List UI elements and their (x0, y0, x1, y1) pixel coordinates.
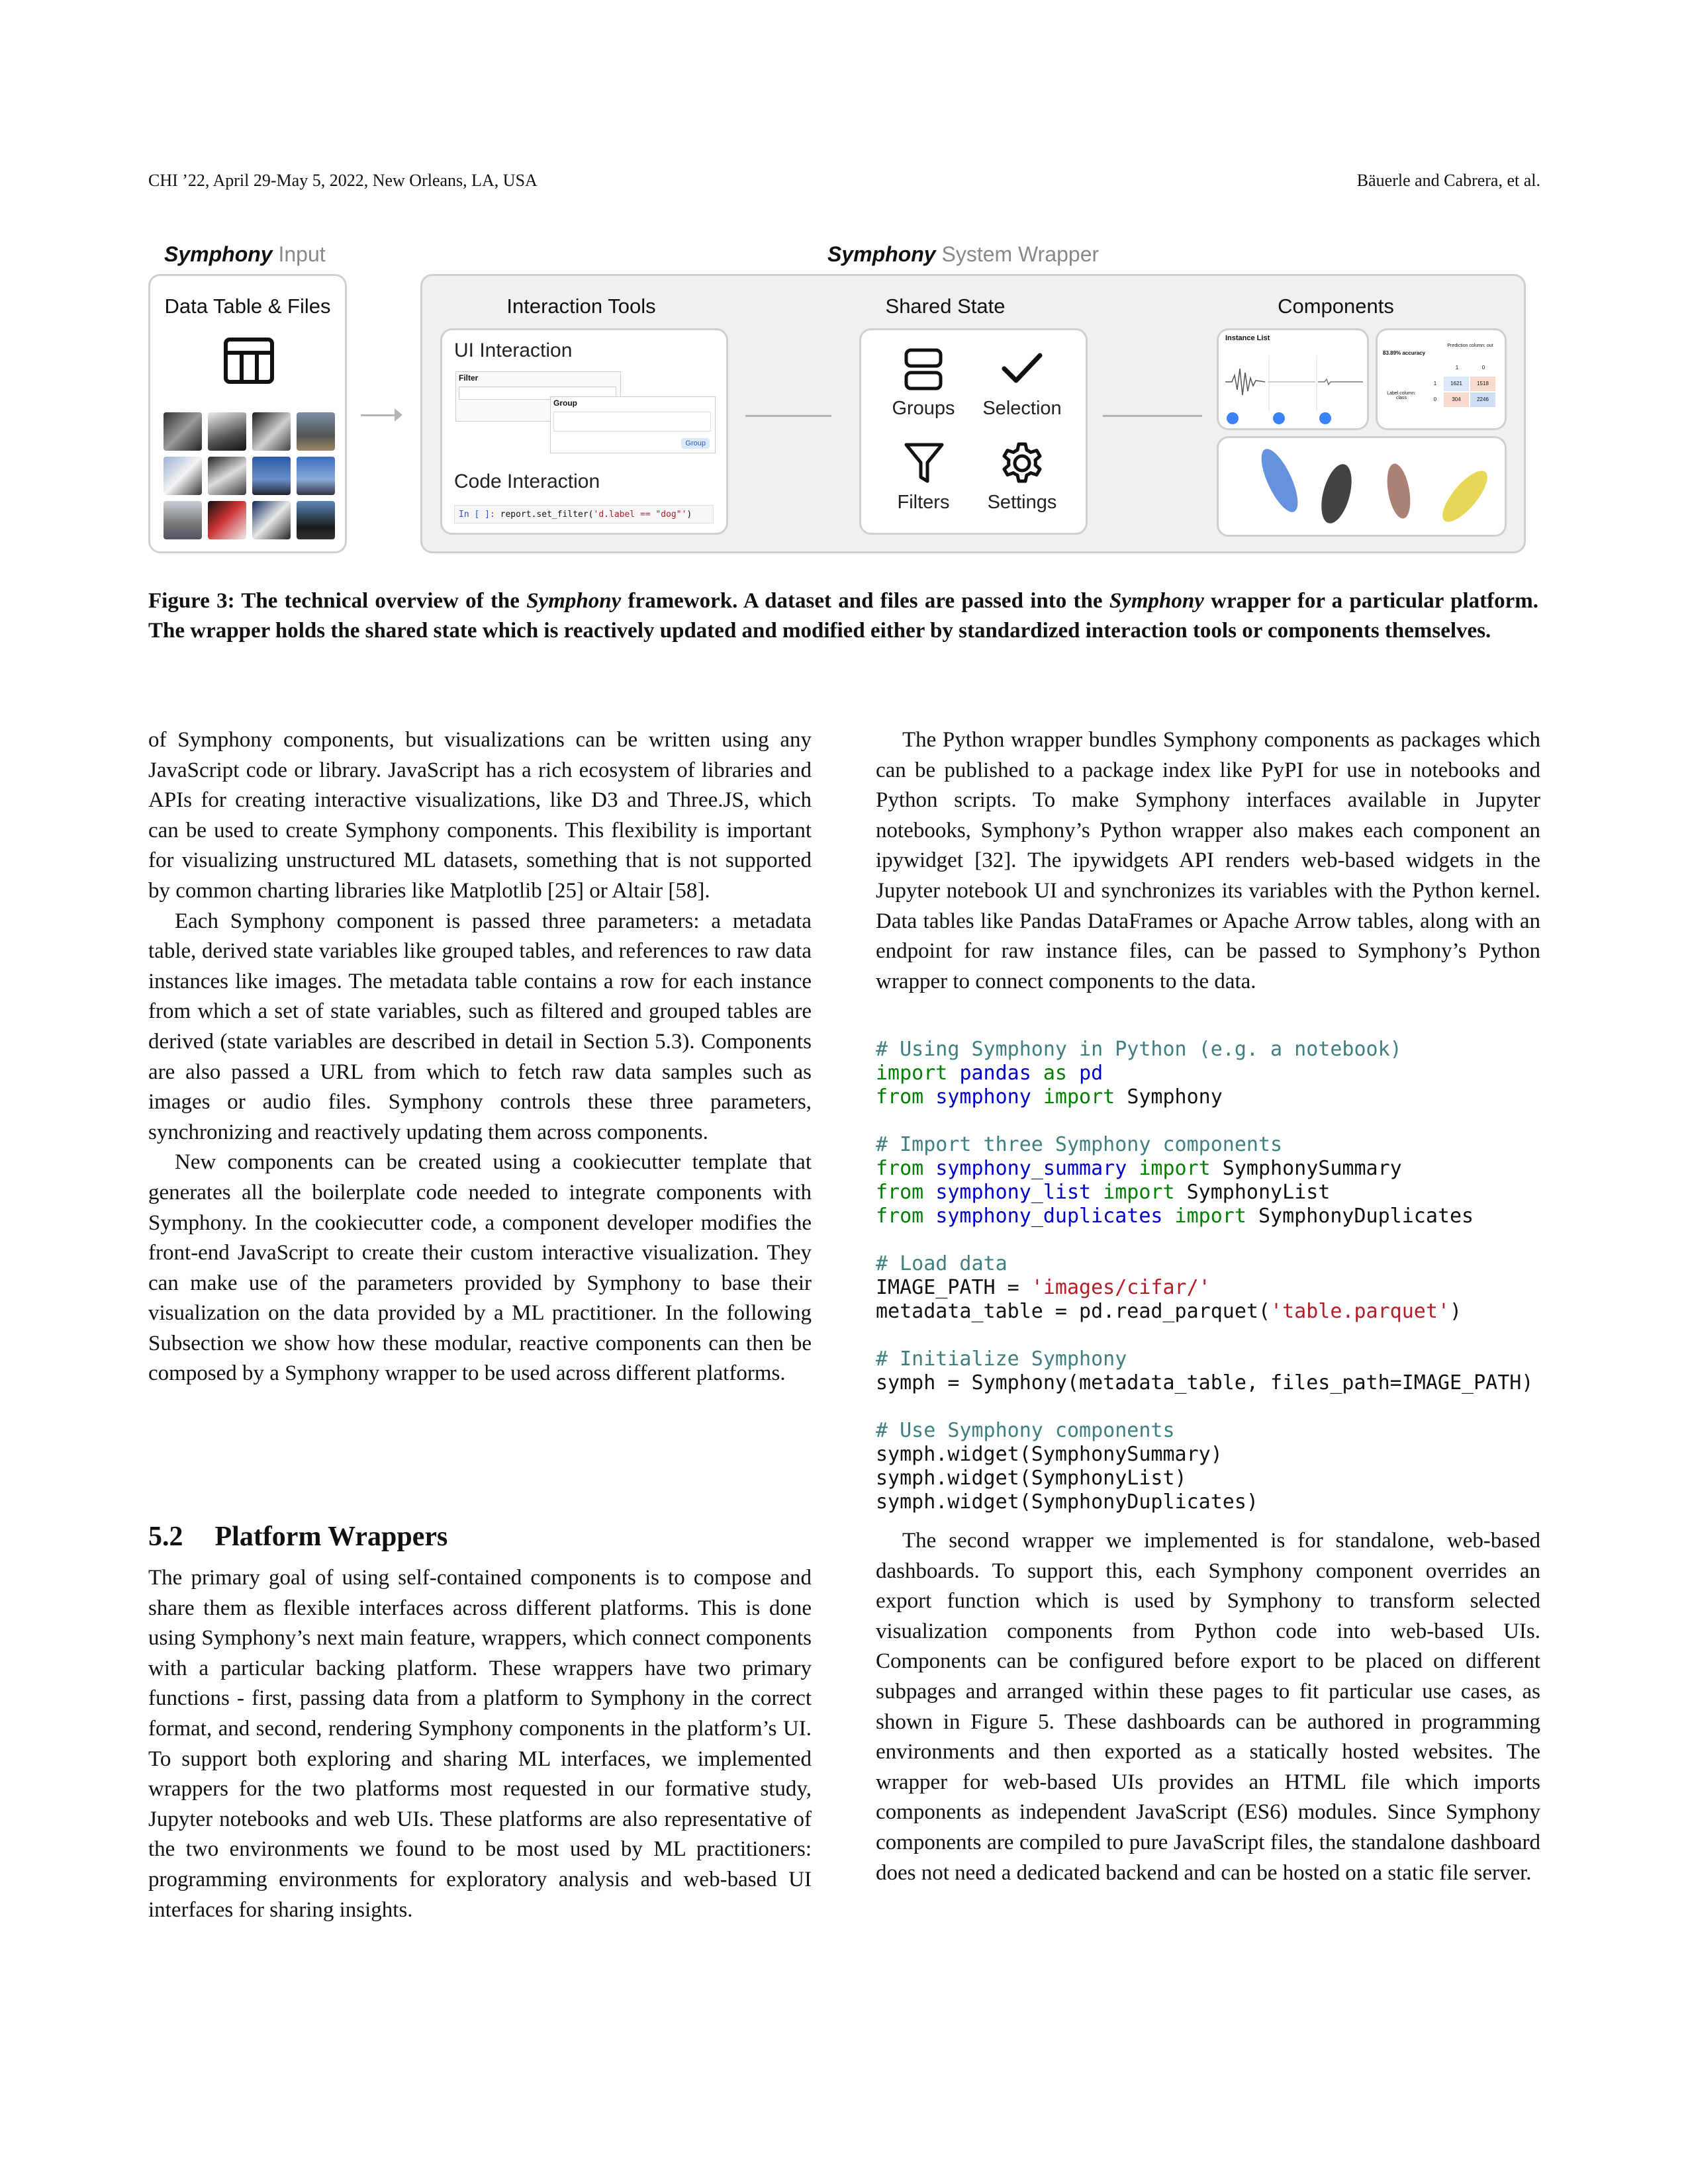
ui-interaction-label: UI Interaction (454, 340, 573, 361)
figure-caption (148, 586, 1538, 646)
play-icon[interactable] (1319, 412, 1331, 424)
code-comment: # Import three Symphony components (876, 1133, 1283, 1156)
paragraph: New components can be created using a cookiecutter template that generates all the boilerplate code needed to integrate components with Symphony. In the cookiecutter code, a component developer modifies the front-end JavaScript to create their custom interactive visualization. They can make use of the parameters provided by Symphony to base their visualization on the data provided by a ML practitioner. In the following Subsection we show how these modular, reactive components can then be composed by a Symphony wrapper to be used across different platforms. (148, 1150, 812, 1386)
settings-label: Settings (987, 492, 1057, 513)
table-icon (223, 337, 275, 385)
arrow-head (395, 408, 402, 422)
code-module: pandas (959, 1062, 1031, 1085)
image-thumbnail (208, 501, 246, 539)
code-string: 'table.parquet' (1270, 1300, 1450, 1323)
data-panel-title: Data Table & Files (164, 295, 331, 318)
wrapper-label-brand: Symphony (827, 242, 936, 266)
prediction-header: Prediction column: out (1447, 343, 1493, 348)
code-keyword: from (876, 1085, 924, 1109)
code-comment: # Initialize Symphony (876, 1347, 1127, 1371)
code-prompt: In [ ]: (459, 510, 495, 520)
data-table-panel (148, 274, 347, 553)
code-keyword: import (1174, 1205, 1246, 1228)
code-text: metadata_table = pd.read_parquet( (876, 1300, 1271, 1323)
cm-row-header: 0 (1433, 396, 1437, 402)
confusion-matrix-component (1376, 328, 1507, 430)
code-name: SymphonyList (1186, 1181, 1331, 1204)
right-column-bottom (876, 1526, 1540, 1888)
accuracy-text: 83.89% accuracy (1383, 350, 1426, 356)
waveform-list (1225, 349, 1363, 415)
code-comment: # Load data (876, 1252, 1008, 1275)
input-label-brand: Symphony (164, 242, 273, 266)
code-keyword: from (876, 1157, 924, 1180)
cm-cell: 1621 (1444, 377, 1469, 391)
filter-icon (904, 441, 945, 485)
code-module: pd (1079, 1062, 1103, 1085)
image-thumbnail (164, 457, 202, 495)
caption-mid: framework. A dataset and files are passed into the (621, 589, 1109, 613)
instance-list-title: Instance List (1225, 334, 1270, 342)
code-module: symphony_summary (935, 1157, 1127, 1180)
caption-brand: Symphony (526, 589, 622, 613)
cm-row-header: 1 (1433, 381, 1437, 387)
image-thumbnail (164, 501, 202, 539)
checkmark-icon (1000, 350, 1044, 387)
double-arrow (1103, 415, 1202, 417)
code-keyword: import (876, 1062, 948, 1085)
play-icon[interactable] (1227, 412, 1239, 424)
caption-rest: wrapper for a particular platform. The wrapper holds the shared state which is reactively updated and modified either by standardized interaction tools or components themselves. (148, 589, 1539, 643)
code-text: symph.widget(SymphonyList) (876, 1467, 1187, 1490)
image-thumbnail (208, 412, 246, 451)
gear-icon (999, 440, 1045, 486)
double-arrow (745, 415, 831, 417)
group-widget[interactable] (550, 396, 716, 453)
image-thumbnail-grid (164, 412, 336, 539)
input-label-rest: Input (272, 242, 326, 266)
running-header-right: Bäuerle and Cabrera, et al. (1356, 171, 1540, 190)
filter-label: Filter (459, 373, 479, 383)
embedding-scatter-plot (1225, 442, 1500, 532)
group-select[interactable] (553, 412, 711, 432)
code-comment: # Using Symphony in Python (e.g. a notebook) (876, 1038, 1402, 1061)
code-module: symphony_duplicates (935, 1205, 1163, 1228)
input-label (164, 242, 326, 267)
cm-cell: 1518 (1470, 377, 1495, 391)
code-listing (876, 1038, 1533, 1514)
section-heading (148, 1521, 447, 1553)
code-cell[interactable] (454, 505, 714, 523)
paragraph: Each Symphony component is passed three parameters: a metadata table, derived state variables like grouped tables, and references to raw data instances like images. The metadata table contains a row for each instance from which a set of state variables, such as filtered and grouped tables are derived (state variables are described in detail in Section 5.3). Components are also passed a URL from which to fetch raw data samples such as images or audio files. Symphony controls these three parameters, synchronizing and reactively updating them across components. (148, 909, 812, 1144)
image-thumbnail (208, 457, 246, 495)
scatter-embedding-component (1217, 436, 1507, 537)
selection-label: Selection (982, 398, 1062, 419)
cm-cell: 304 (1444, 392, 1469, 407)
code-module: symphony (935, 1085, 1031, 1109)
code-module: symphony_list (935, 1181, 1092, 1204)
code-name: Symphony (1127, 1085, 1223, 1109)
interaction-tools-title: Interaction Tools (506, 295, 656, 318)
group-label: Group (553, 398, 577, 408)
code-interaction-label: Code Interaction (454, 471, 600, 492)
code-arg: 'd.label == "dog"' (593, 510, 687, 520)
caption-prefix: Figure 3: The technical overview of the (148, 589, 527, 613)
code-keyword: import (1103, 1181, 1175, 1204)
groups-label: Groups (892, 398, 955, 419)
cm-col-header: 0 (1481, 365, 1485, 371)
code-keyword: as (1043, 1062, 1067, 1085)
image-thumbnail (252, 501, 291, 539)
components-title: Components (1278, 295, 1394, 318)
code-name: SymphonySummary (1222, 1157, 1402, 1180)
group-button[interactable]: Group (681, 438, 710, 449)
image-thumbnail (252, 457, 291, 495)
image-thumbnail (297, 457, 335, 495)
shared-state-title: Shared State (885, 295, 1006, 318)
paragraph: of Symphony components, but visualizations can be written using any JavaScript code or library. JavaScript has a rich ecosystem of libraries and APIs for creating interactive visualizations, like D3 and Three.JS, which can be used to create Symphony components. This flexibility is important for visualizing unstructured ML datasets, something that is not supported by common charting libraries like Matplotlib [25] or Altair [58]. (148, 728, 812, 903)
play-icon[interactable] (1273, 412, 1285, 424)
code-name: SymphonyDuplicates (1258, 1205, 1474, 1228)
image-thumbnail (297, 501, 335, 539)
paragraph: The primary goal of using self-contained components is to compose and share them as flexible interfaces across different platforms. This is done using Symphony’s next main feature, wrappers, which connect components with a particular backing platform. These wrappers have two primary functions - first, passing data from a platform to Symphony in the correct format, and second, rendering Symphony components in the platform’s UI. To support both exploring and sharing ML interfaces, we implemented wrappers for the two platforms most requested in our formative study, Jupyter notebooks and web UIs. These platforms are also representative of the two environments we found to be most used by ML practitioners: programming environments for exploratory analysis and web-based UI interfaces for sharing insights. (148, 1566, 812, 1922)
system-wrapper-panel (420, 274, 1526, 553)
code-keyword: import (1043, 1085, 1115, 1109)
code-keyword: import (1139, 1157, 1211, 1180)
code-call: report.set_filter( (500, 510, 594, 520)
code-keyword: from (876, 1205, 924, 1228)
paragraph: The second wrapper we implemented is for standalone, web-based dashboards. To support this, each Symphony component overrides an export function which is used by Symphony to transform selected visualization components from Python code into web-based UIs. Components can be configured before export to be placed on different subpages and arranged within these pages to fit particular use cases, as shown in Figure 5. These dashboards can be authored in programming environments and then exported as a statically hosted websites. The wrapper for web-based UIs provides an HTML file which imports components as independent JavaScript (ES6) modules. Since Symphony components are compiled to pure JavaScript files, the standalone dashboard does not need a dedicated backend and can be hosted on a static file server. (876, 1529, 1540, 1885)
shared-state-panel (859, 328, 1088, 535)
code-comment: # Use Symphony components (876, 1419, 1175, 1442)
image-thumbnail (297, 412, 335, 451)
interaction-tools-panel (440, 328, 728, 535)
label-header: Label column: class (1387, 391, 1416, 400)
right-column (876, 725, 1540, 997)
code-text: symph.widget(SymphonyDuplicates) (876, 1490, 1258, 1514)
code-keyword: from (876, 1181, 924, 1204)
cm-col-header: 1 (1455, 365, 1459, 371)
cm-cell: 2246 (1470, 392, 1495, 407)
image-thumbnail (164, 412, 202, 451)
paragraph: The Python wrapper bundles Symphony components as packages which can be published to a package index like PyPI for use in notebooks and Python scripts. To make Symphony interfaces available in Jupyter notebooks, Symphony’s Python wrapper also makes each component an ipywidget [32]. The ipywidgets API renders web-based widgets in the Jupyter notebook UI and synchronizes its variables with the Python kernel. Data tables like Pandas DataFrames or Apache Arrow tables, along with an endpoint for raw instance files, can be passed to Symphony’s Python wrapper to connect components to the data. (876, 728, 1540, 993)
left-column (148, 725, 812, 1389)
code-text: symph = Symphony(metadata_table, files_path=IMAGE_PATH) (876, 1371, 1534, 1394)
instance-list-component (1217, 328, 1369, 430)
wrapper-label-rest: System Wrapper (935, 242, 1100, 266)
figure-3 (0, 0, 1688, 596)
filters-label: Filters (897, 492, 950, 513)
section-number: 5.2 (148, 1522, 183, 1552)
wrapper-label (827, 242, 1099, 267)
code-string: 'images/cifar/' (1031, 1276, 1211, 1299)
code-text: ) (1449, 1300, 1462, 1323)
left-column-section (148, 1563, 812, 1925)
code-close: ) (686, 510, 692, 520)
running-header-left: CHI ’22, April 29-May 5, 2022, New Orleans, LA, USA (148, 171, 538, 190)
section-title: Platform Wrappers (214, 1522, 448, 1552)
code-text: IMAGE_PATH = (876, 1276, 1031, 1299)
caption-brand: Symphony (1109, 589, 1204, 613)
image-thumbnail (252, 412, 291, 451)
code-text: symph.widget(SymphonySummary) (876, 1443, 1223, 1466)
groups-icon (904, 347, 943, 391)
